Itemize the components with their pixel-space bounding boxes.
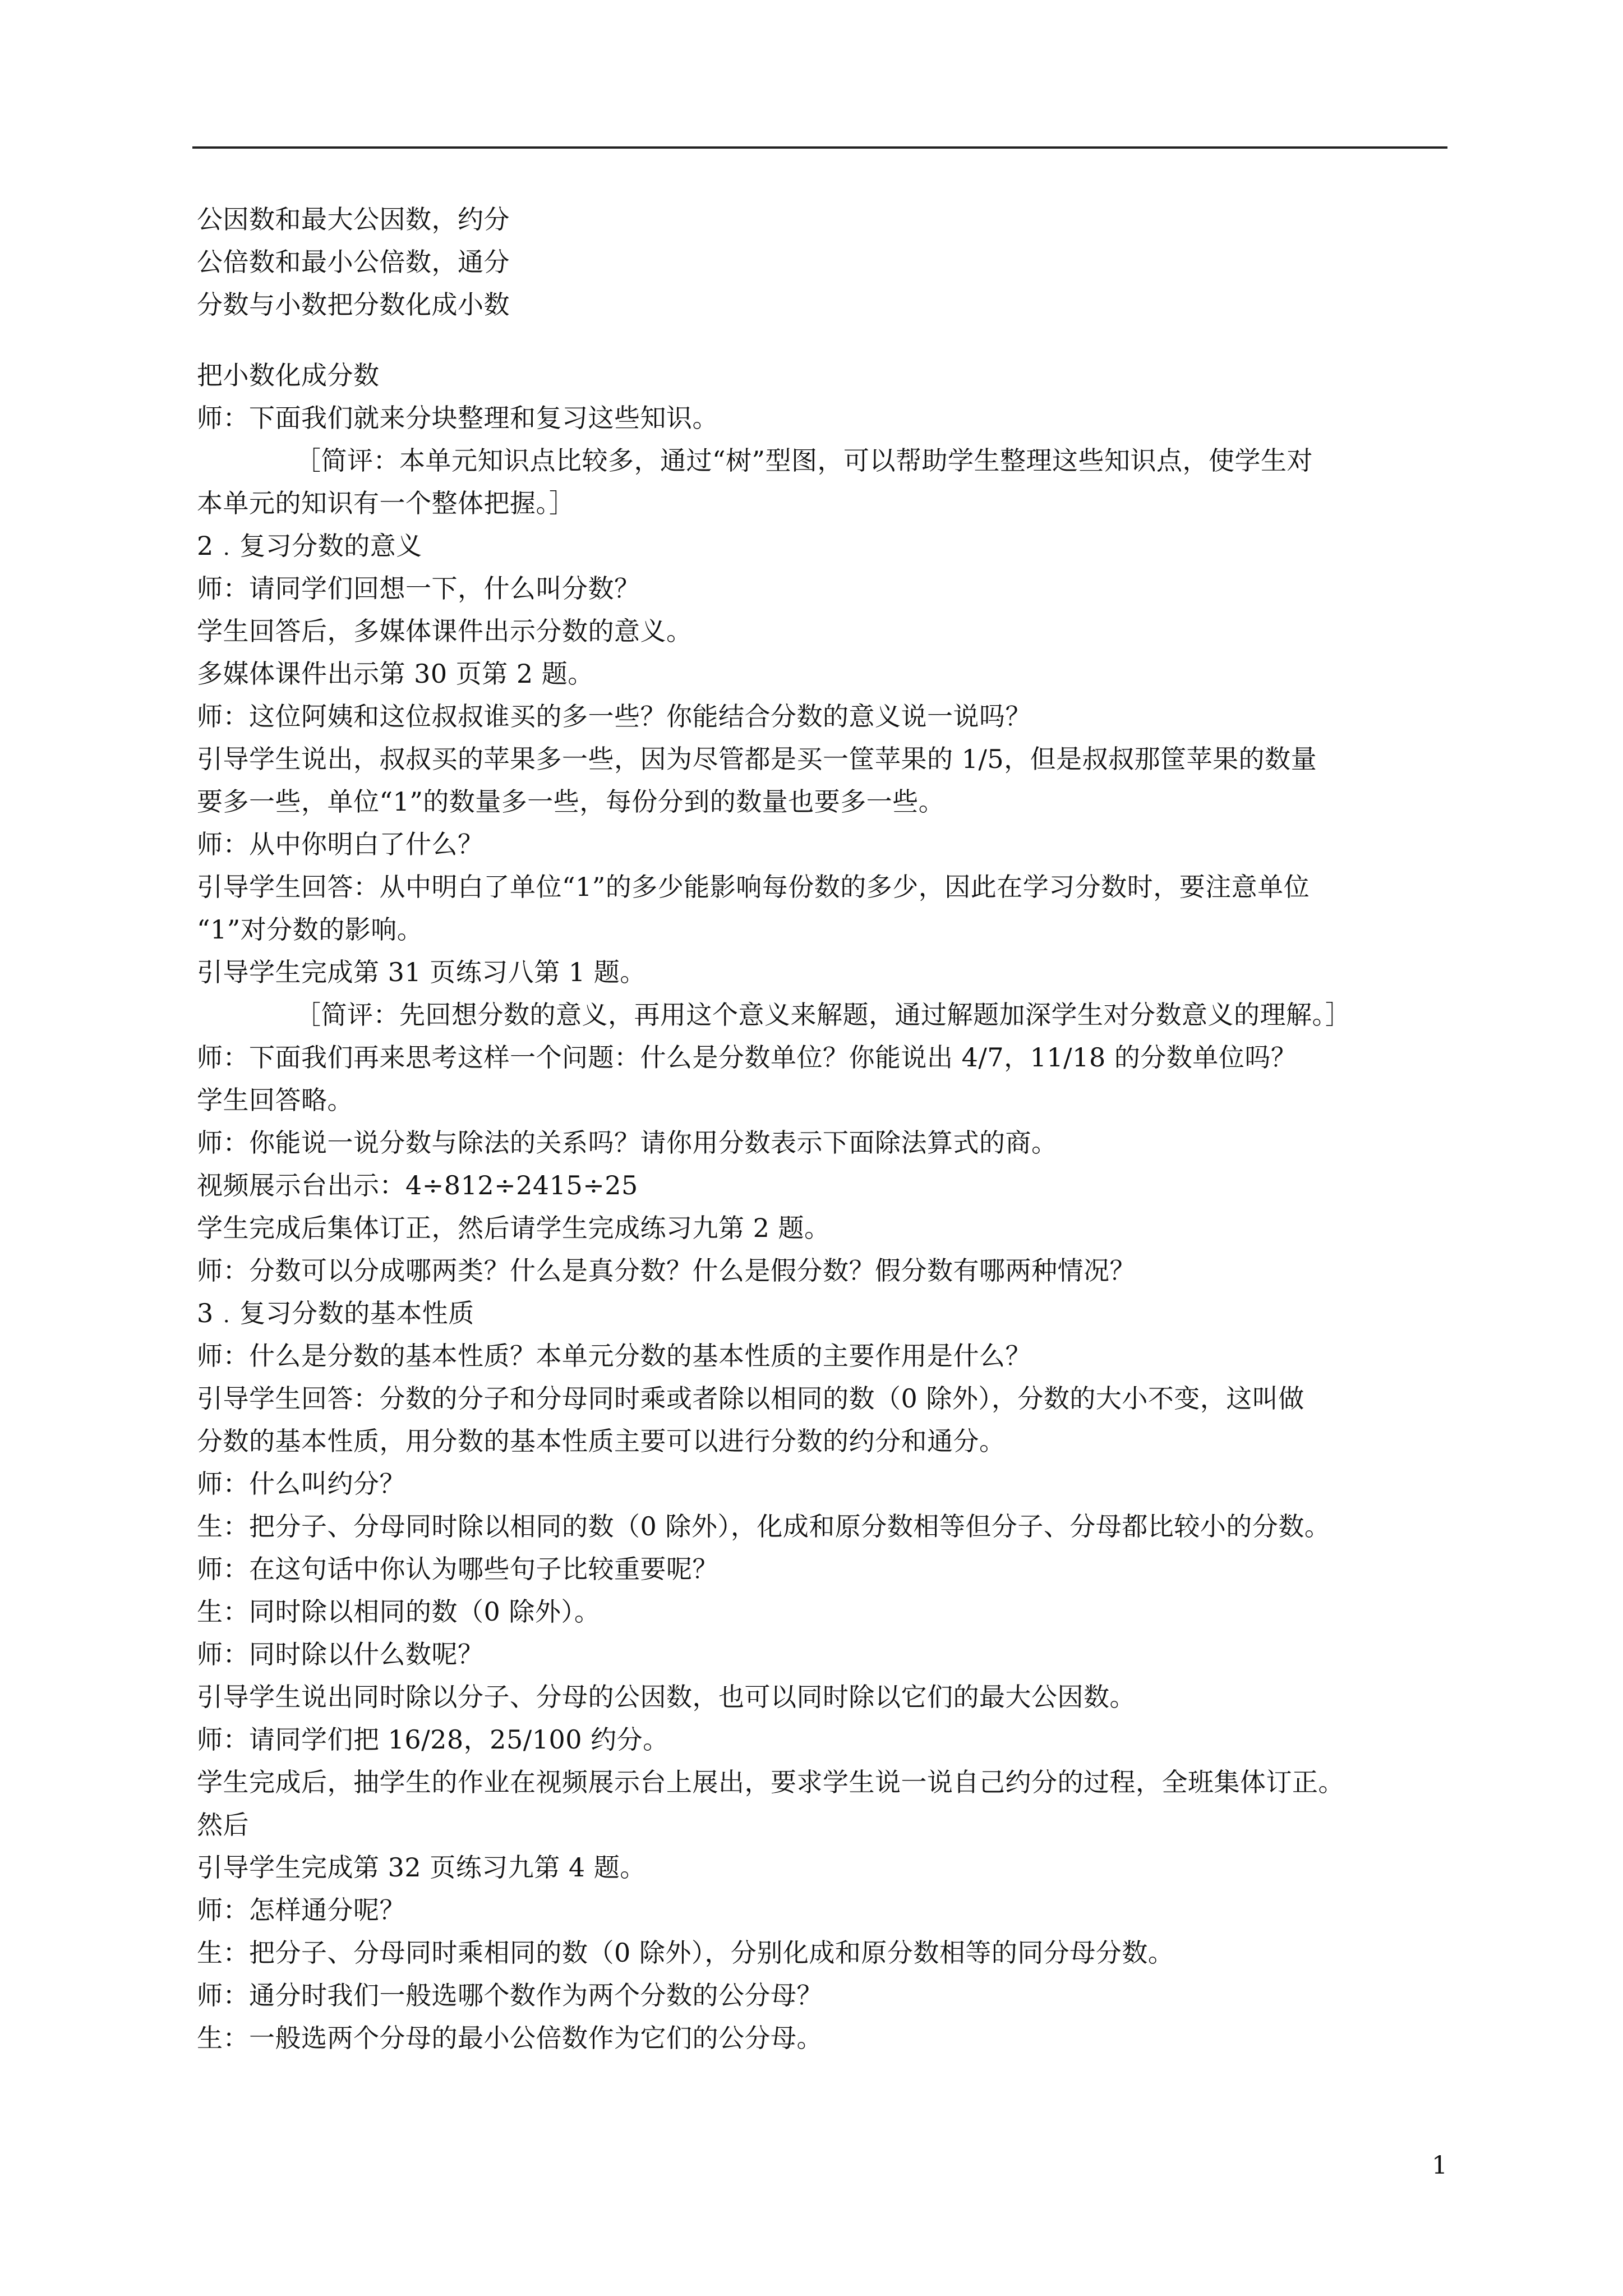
text-line: 师：请同学们把 16/28，25/100 约分。 <box>197 1724 669 1755</box>
text-line: 然后 <box>197 1810 249 1840</box>
text-line: 学生完成后集体订正，然后请学生完成练习九第 2 题。 <box>197 1213 831 1243</box>
text-line: 生：一般选两个分母的最小公倍数作为它们的公分母。 <box>197 2023 823 2053</box>
text-line: 师：这位阿姨和这位叔叔谁买的多一些？你能结合分数的意义说一说吗？ <box>197 701 1031 731</box>
text-line: 引导学生说出同时除以分子、分母的公因数，也可以同时除以它们的最大公因数。 <box>197 1682 1136 1712</box>
text-line: 引导学生回答：从中明白了单位“1”的多少能影响每份数的多少，因此在学习分数时，要注意单位 <box>197 872 1310 902</box>
text-line: 视频展示台出示：4÷812÷2415÷25 <box>197 1170 638 1200</box>
review-note: ［简评：本单元知识点比较多，通过“树”型图，可以帮助学生整理这些知识点，使学生对 <box>295 445 1313 476</box>
text-line: 生：把分子、分母同时除以相同的数（0 除外），化成和原分数相等但分子、分母都比较小的分数。 <box>197 1511 1331 1542</box>
text-line: 学生回答后，多媒体课件出示分数的意义。 <box>197 616 693 646</box>
text-line: 生：把分子、分母同时乘相同的数（0 除外），分别化成和原分数相等的同分母分数。 <box>197 1938 1174 1968</box>
text-line: “1”对分数的影响。 <box>197 914 423 945</box>
section-heading: 3﹒复习分数的基本性质 <box>197 1298 474 1328</box>
section-heading: 2﹒复习分数的意义 <box>197 531 422 561</box>
text-line: 要多一些，单位“1”的数量多一些，每份分到的数量也要多一些。 <box>197 786 945 817</box>
page-number: 1 <box>1432 2151 1447 2180</box>
text-line: 分数与小数把分数化成小数 <box>197 289 510 320</box>
text-line: 师：请同学们回想一下，什么叫分数？ <box>197 573 640 604</box>
text-line: 师：什么叫约分？ <box>197 1469 405 1499</box>
text-line: 引导学生完成第 32 页练习九第 4 题。 <box>197 1852 646 1883</box>
text-line: 引导学生回答：分数的分子和分母同时乘或者除以相同的数（0 除外），分数的大小不变，这叫做 <box>197 1383 1304 1414</box>
text-line: 师：在这句话中你认为哪些句子比较重要呢？ <box>197 1554 718 1584</box>
text-line: 多媒体课件出示第 30 页第 2 题。 <box>197 659 594 689</box>
text-line: 师：你能说一说分数与除法的关系吗？请你用分数表示下面除法算式的商。 <box>197 1128 1058 1158</box>
text-line: 公因数和最大公因数，约分 <box>197 204 510 234</box>
text-line: 师：下面我们就来分块整理和复习这些知识。 <box>197 403 718 433</box>
text-line: 学生完成后，抽学生的作业在视频展示台上展出，要求学生说一说自己约分的过程，全班集体订正。 <box>197 1767 1344 1797</box>
text-line: 引导学生完成第 31 页练习八第 1 题。 <box>197 957 646 987</box>
text-line: 引导学生说出，叔叔买的苹果多一些，因为尽管都是买一筐苹果的 1/5，但是叔叔那筐苹果的数量 <box>197 744 1317 774</box>
text-line: 生：同时除以相同的数（0 除外）。 <box>197 1596 601 1627</box>
text-line: 师：怎样通分呢？ <box>197 1895 405 1925</box>
text-line: 师：分数可以分成哪两类？什么是真分数？什么是假分数？假分数有哪两种情况？ <box>197 1255 1136 1286</box>
text-line: 分数的基本性质，用分数的基本性质主要可以进行分数的约分和通分。 <box>197 1426 1006 1456</box>
review-note: ［简评：先回想分数的意义，再用这个意义来解题，通过解题加深学生对分数意义的理解。］ <box>295 1000 1352 1030</box>
review-note-continued: 本单元的知识有一个整体把握。］ <box>197 488 575 518</box>
text-line: 师：下面我们再来思考这样一个问题：什么是分数单位？你能说出 4/7，11/18 的分数单位吗？ <box>197 1042 1297 1073</box>
text-line: 把小数化成分数 <box>197 360 380 390</box>
text-line: 学生回答略。 <box>197 1085 353 1115</box>
text-line: 公倍数和最小公倍数，通分 <box>197 247 510 277</box>
document-body <box>197 198 1453 2059</box>
text-line: 师：什么是分数的基本性质？本单元分数的基本性质的主要作用是什么？ <box>197 1341 1031 1371</box>
text-line: 师：从中你明白了什么？ <box>197 829 484 859</box>
text-line: 师：通分时我们一般选哪个数作为两个分数的公分母？ <box>197 1980 823 2010</box>
header-rule <box>192 146 1447 149</box>
text-line: 师：同时除以什么数呢？ <box>197 1639 484 1669</box>
